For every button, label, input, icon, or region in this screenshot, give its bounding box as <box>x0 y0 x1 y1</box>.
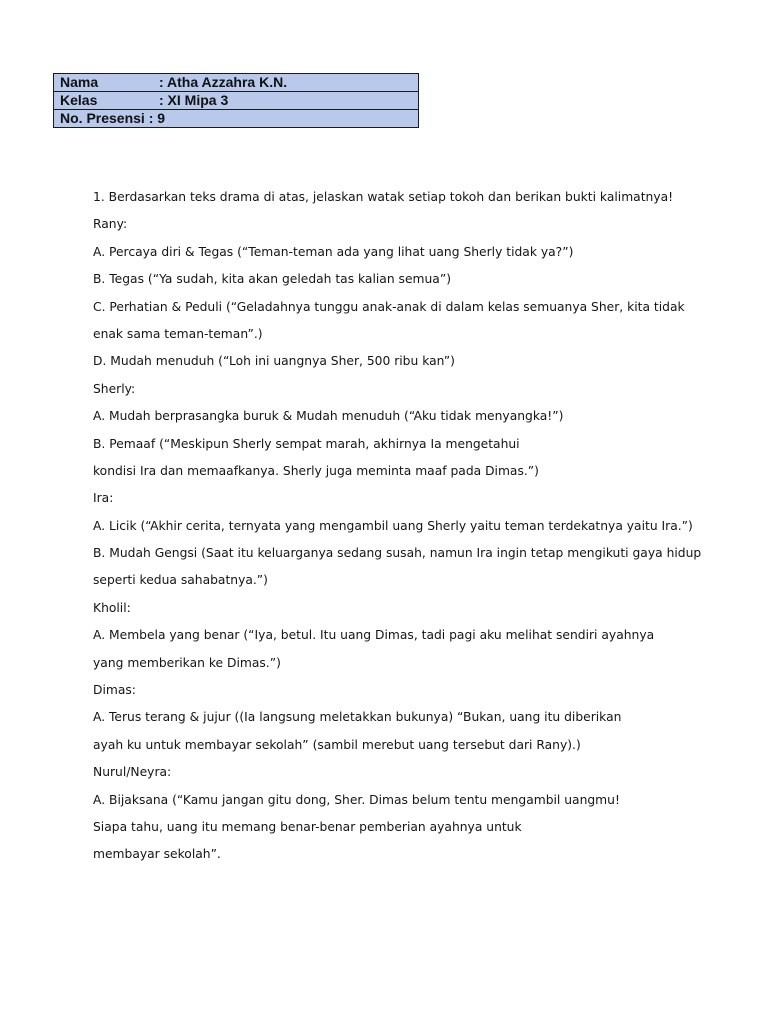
answer-line: A. Mudah berprasangka buruk & Mudah menuduh (“Aku tidak menyangka!”) <box>93 409 564 424</box>
info-label-presensi: No. Presensi : 9 <box>60 110 166 126</box>
answer-line: B. Pemaaf (“Meskipun Sherly sempat marah, akhirnya Ia mengetahui <box>93 436 520 451</box>
info-label-nama: Nama <box>60 74 99 90</box>
answer-line: C. Perhatian & Peduli (“Geladahnya tunggu anak-anak di dalam kelas semuanya Sher, kita tidak <box>93 299 685 314</box>
answer-line: ayah ku untuk membayar sekolah” (sambil merebut uang tersebut dari Rany).) <box>93 737 581 752</box>
character-heading-ira: Ira: <box>93 491 114 506</box>
info-row-nama <box>54 74 418 91</box>
answer-line: A. Bijaksana (“Kamu jangan gitu dong, Sher. Dimas belum tentu mengambil uangmu! <box>93 792 620 807</box>
answer-line: A. Terus terang & jujur ((Ia langsung meletakkan bukunya) “Bukan, uang itu diberikan <box>93 710 622 725</box>
answer-line: A. Licik (“Akhir cerita, ternyata yang mengambil uang Sherly yaitu teman terdekatnya yaitu Ira.”) <box>93 518 693 533</box>
answer-body <box>93 184 713 869</box>
character-heading-dimas: Dimas: <box>93 683 136 698</box>
answer-line: Siapa tahu, uang itu memang benar-benar pemberian ayahnya untuk <box>93 819 522 834</box>
answer-line: B. Tegas (“Ya sudah, kita akan geledah tas kalian semua”) <box>93 272 451 287</box>
character-heading-kholil: Kholil: <box>93 600 131 615</box>
answer-line: enak sama teman-teman”.) <box>93 326 263 341</box>
info-value-nama: : Atha Azzahra K.N. <box>159 74 288 90</box>
answer-line: A. Membela yang benar (“Iya, betul. Itu uang Dimas, tadi pagi aku melihat sendiri ayahnya <box>93 628 655 643</box>
answer-line: A. Percaya diri & Tegas (“Teman-teman ada yang lihat uang Sherly tidak ya?”) <box>93 244 574 259</box>
answer-line: yang memberikan ke Dimas.”) <box>93 655 281 670</box>
info-value-kelas: : XI Mipa 3 <box>159 92 229 108</box>
question-line: 1. Berdasarkan teks drama di atas, jelaskan watak setiap tokoh dan berikan bukti kalimatnya! <box>93 190 674 204</box>
answer-line: B. Mudah Gengsi (Saat itu keluarganya sedang susah, namun Ira ingin tetap mengikuti gaya hidup <box>93 546 702 561</box>
info-row-kelas <box>54 91 418 109</box>
info-row-presensi <box>54 109 418 127</box>
answer-line: D. Mudah menuduh (“Loh ini uangnya Sher, 500 ribu kan”) <box>93 354 455 369</box>
answer-line: seperti kedua sahabatnya.”) <box>93 573 268 588</box>
character-heading-rany: Rany: <box>93 217 128 232</box>
answer-line: membayar sekolah”. <box>93 847 221 862</box>
character-heading-sherly: Sherly: <box>93 381 136 396</box>
student-info-table <box>53 73 419 128</box>
answer-line: kondisi Ira dan memaafkanya. Sherly juga meminta maaf pada Dimas.”) <box>93 463 539 478</box>
character-heading-nurul-neyra: Nurul/Neyra: <box>93 765 172 780</box>
info-label-kelas: Kelas <box>60 92 98 108</box>
